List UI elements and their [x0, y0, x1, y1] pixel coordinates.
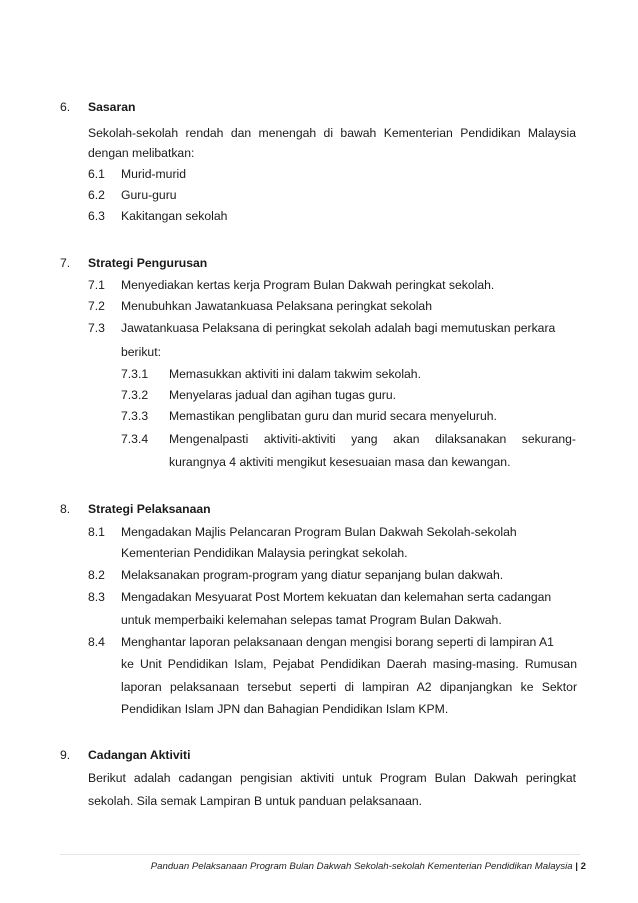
item-7-1-number: 7.1: [88, 278, 105, 292]
item-8-2-text: Melaksanakan program-program yang diatur sepanjang bulan dakwah.: [121, 568, 504, 582]
item-8-3-text: Mengadakan Mesyuarat Post Mortem kekuatan dan kelemahan serta cadangan: [121, 590, 552, 604]
item-6-2-text: Guru-guru: [121, 188, 177, 202]
section-6-number: 6.: [60, 100, 71, 114]
item-8-1-text: Mengadakan Majlis Pelancaran Program Bulan Dakwah Sekolah-sekolah: [121, 525, 517, 539]
section-9-paragraph-line-1: Berikut adalah cadangan pengisian aktiviti untuk Program Bulan Dakwah peringkat: [88, 771, 576, 785]
item-7-3-2-number: 7.3.2: [121, 388, 149, 402]
item-6-3-text: Kakitangan sekolah: [121, 209, 228, 223]
item-6-1-number: 6.1: [88, 167, 105, 181]
item-7-3-4-text-line-2: kurangnya 4 aktiviti mengikut kesesuaian masa dan kewangan.: [169, 455, 511, 469]
item-7-3-1-text: Memasukkan aktiviti ini dalam takwim sekolah.: [169, 367, 421, 381]
section-6-paragraph-line-1: Sekolah-sekolah rendah dan menengah di bawah Kementerian Pendidikan Malaysia: [88, 126, 576, 140]
item-8-4-text-line-2: ke Unit Pendidikan Islam, Pejabat Pendidikan Daerah masing-masing. Rumusan: [121, 657, 577, 671]
item-8-3-number: 8.3: [88, 590, 105, 604]
page-number: 2: [580, 861, 586, 872]
item-7-3-2-text: Menyelaras jadual dan agihan tugas guru.: [169, 388, 396, 402]
item-7-1-text: Menyediakan kertas kerja Program Bulan Dakwah peringkat sekolah.: [121, 278, 495, 292]
section-9-paragraph-line-2: sekolah. Sila semak Lampiran B untuk panduan pelaksanaan.: [88, 794, 423, 808]
item-8-4-text-line-4: Pendidikan Islam JPN dan Bahagian Pendidikan Islam KPM.: [121, 702, 449, 716]
footer-separator: |: [575, 861, 578, 872]
item-8-1-number: 8.1: [88, 525, 105, 539]
page-footer: [0, 861, 586, 872]
item-8-4-number: 8.4: [88, 635, 105, 649]
item-7-3-text-line-2: berikut:: [121, 345, 161, 359]
section-7-number: 7.: [60, 256, 71, 270]
item-6-1-text: Murid-murid: [121, 167, 187, 181]
item-7-3-3-text: Memastikan penglibatan guru dan murid secara menyeluruh.: [169, 409, 497, 423]
item-7-2-text: Menubuhkan Jawatankuasa Pelaksana peringkat sekolah: [121, 299, 432, 313]
item-8-3-text-line-2: untuk memperbaiki kelemahan selepas tamat Program Bulan Dakwah.: [121, 613, 502, 627]
item-7-2-number: 7.2: [88, 299, 105, 313]
item-7-3-4-number: 7.3.4: [121, 432, 149, 446]
item-7-3-3-number: 7.3.3: [121, 409, 149, 423]
footer-divider: [60, 854, 580, 855]
item-7-3-number: 7.3: [88, 321, 105, 335]
item-8-4-text-line-3: laporan pelaksanaan tersebut seperti di lampiran A2 dipanjangkan ke Sektor: [121, 680, 577, 694]
section-7-title: Strategi Pengurusan: [88, 256, 208, 270]
section-9-title: Cadangan Aktiviti: [88, 748, 191, 762]
section-6-paragraph-line-2: dengan melibatkan:: [88, 146, 195, 160]
section-8-title: Strategi Pelaksanaan: [88, 502, 211, 516]
footer-title: Panduan Pelaksanaan Program Bulan Dakwah Sekolah-sekolah Kementerian Pendidikan Malaysia: [150, 861, 573, 872]
item-6-2-number: 6.2: [88, 188, 105, 202]
section-8-number: 8.: [60, 502, 71, 516]
item-7-3-4-text: Mengenalpasti aktiviti-aktiviti yang akan dilaksanakan sekurang-: [169, 432, 576, 446]
item-7-3-1-number: 7.3.1: [121, 367, 149, 381]
item-8-4-text: Menghantar laporan pelaksanaan dengan mengisi borang seperti di lampiran A1: [121, 635, 554, 649]
item-6-3-number: 6.3: [88, 209, 105, 223]
item-8-1-text-line-2: Kementerian Pendidikan Malaysia peringkat sekolah.: [121, 546, 408, 560]
item-8-2-number: 8.2: [88, 568, 105, 582]
section-6-title: Sasaran: [88, 100, 136, 114]
section-9-number: 9.: [60, 748, 71, 762]
item-7-3-text: Jawatankuasa Pelaksana di peringkat sekolah adalah bagi memutuskan perkara: [121, 321, 556, 335]
